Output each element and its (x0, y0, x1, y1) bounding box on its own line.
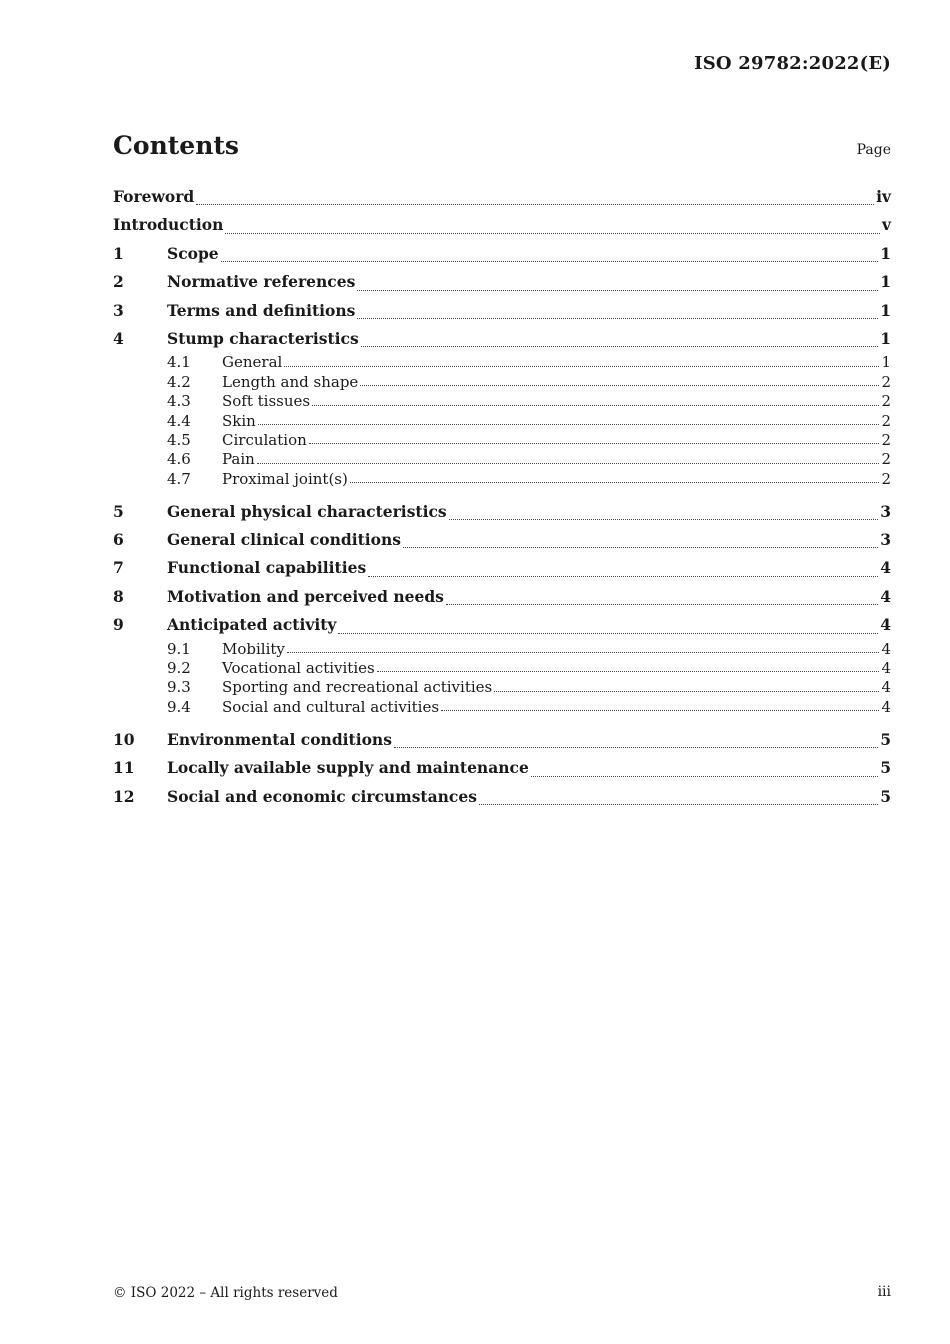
toc-entry-page: 4 (881, 639, 891, 658)
toc-entry-6[interactable] (113, 526, 891, 554)
toc-entry-title: Motivation and perceived needs (167, 586, 444, 606)
toc-entry-title: Circulation (222, 430, 307, 449)
dot-leader (357, 290, 878, 291)
page-title: Contents (113, 131, 240, 160)
dot-leader (360, 385, 879, 386)
toc-entry-title: Terms and definitions (167, 300, 356, 320)
dot-leader (394, 747, 878, 748)
toc-entry-12[interactable] (113, 783, 891, 811)
toc-entry-number: 9 (113, 615, 124, 635)
page-number: iii (877, 1284, 891, 1300)
toc-entry-title: Pain (222, 450, 255, 469)
toc-entry-9[interactable] (113, 611, 891, 639)
toc-entry-page: 5 (880, 758, 891, 778)
toc-entry-3[interactable] (113, 297, 891, 325)
dot-leader (287, 652, 880, 653)
toc-entry-11[interactable] (113, 754, 891, 782)
toc-entry-number: 4.3 (167, 392, 191, 411)
toc-entry-4[interactable] (113, 325, 891, 353)
toc-entry-page: 1 (880, 272, 891, 292)
toc-entry-page: 1 (880, 300, 891, 320)
dot-leader (196, 204, 874, 205)
dot-leader (494, 691, 879, 692)
toc-entry-9-3[interactable] (113, 678, 891, 697)
dot-leader (338, 633, 878, 634)
dot-leader (221, 261, 879, 262)
toc-entry-title: Skin (222, 411, 256, 430)
toc-entry-number: 4.2 (167, 372, 191, 391)
toc-entry-number: 12 (113, 786, 135, 806)
toc-entry-page: 4 (881, 659, 891, 678)
copyright-notice: © ISO 2022 – All rights reserved (113, 1285, 338, 1301)
dot-leader (361, 346, 879, 347)
toc-entry-page: iv (876, 187, 891, 206)
toc-entry-number: 7 (113, 558, 124, 578)
dot-leader (258, 424, 880, 425)
toc-entry-title: Stump characteristics (167, 328, 359, 348)
toc-entry-title: Proximal joint(s) (222, 469, 348, 488)
toc-entry-number: 9.2 (167, 659, 191, 678)
toc-entry-title: Soft tissues (222, 392, 311, 411)
toc-entry-9-2[interactable] (113, 659, 891, 678)
toc-entry-page: 4 (881, 697, 891, 716)
toc-entry-number: 4.4 (167, 411, 191, 430)
toc-entry-1[interactable] (113, 240, 891, 268)
toc-entry-number: 9.3 (167, 678, 191, 697)
toc-entry-4-5[interactable] (113, 431, 891, 450)
toc-entry-9-4[interactable] (113, 698, 891, 717)
toc-entry-title: Social and cultural activities (222, 697, 440, 716)
toc-entry-title: Normative references (167, 272, 356, 292)
toc-entry-number: 4.7 (167, 469, 191, 488)
toc-entry-page: 4 (880, 558, 891, 578)
dot-leader (479, 804, 878, 805)
toc-entry-title: Environmental conditions (167, 729, 392, 749)
dot-leader (312, 405, 879, 406)
toc-entry-title: Anticipated activity (167, 615, 337, 635)
toc-entry-page: 2 (881, 430, 891, 449)
toc-entry-foreword[interactable] (113, 183, 891, 211)
toc-entry-title: Locally available supply and maintenance (167, 758, 529, 778)
toc-entry-title: General clinical conditions (167, 530, 402, 550)
toc-entry-7[interactable] (113, 554, 891, 582)
toc-entry-number: 4 (113, 328, 124, 348)
dot-leader (357, 318, 878, 319)
toc-entry-page: 1 (881, 353, 891, 372)
toc-entry-title: Scope (167, 243, 219, 263)
toc-entry-introduction[interactable] (113, 211, 891, 239)
toc-entry-title: General physical characteristics (167, 501, 447, 521)
toc-entry-page: v (881, 215, 891, 235)
toc-entry-title: Foreword (113, 187, 195, 206)
toc-entry-page: 2 (881, 392, 891, 411)
toc-entry-2[interactable] (113, 268, 891, 296)
toc-entry-title: Length and shape (222, 372, 359, 391)
dot-leader (350, 482, 880, 483)
dot-leader (531, 776, 878, 777)
dot-leader (449, 519, 879, 520)
dot-leader (284, 366, 879, 367)
dot-leader (225, 233, 880, 234)
toc-entry-page: 4 (880, 615, 891, 635)
toc-entry-title: Introduction (113, 215, 224, 235)
toc-entry-page: 2 (881, 450, 891, 469)
toc-entry-number: 11 (113, 758, 135, 778)
table-of-contents (113, 183, 891, 811)
toc-entry-number: 4.1 (167, 353, 191, 372)
toc-entry-page: 2 (881, 411, 891, 430)
toc-entry-number: 4.5 (167, 430, 191, 449)
dot-leader (403, 547, 878, 548)
toc-entry-10[interactable] (113, 726, 891, 754)
toc-entry-title: General (222, 353, 283, 372)
dot-leader (377, 671, 880, 672)
toc-entry-9-1[interactable] (113, 640, 891, 659)
toc-entry-4-1[interactable] (113, 353, 891, 372)
toc-entry-number: 1 (113, 243, 124, 263)
toc-entry-number: 3 (113, 300, 124, 320)
toc-entry-page: 4 (881, 678, 891, 697)
toc-entry-page: 4 (880, 586, 891, 606)
toc-entry-number: 10 (113, 729, 135, 749)
dot-leader (368, 576, 878, 577)
dot-leader (257, 463, 880, 464)
toc-entry-number: 4.6 (167, 450, 191, 469)
dot-leader (446, 604, 878, 605)
dot-leader (441, 710, 879, 711)
toc-entry-page: 5 (880, 786, 891, 806)
dot-leader (309, 443, 880, 444)
toc-entry-number: 2 (113, 272, 124, 292)
toc-entry-title: Vocational activities (222, 659, 375, 678)
toc-entry-number: 8 (113, 586, 124, 606)
toc-entry-title: Functional capabilities (167, 558, 367, 578)
toc-entry-number: 9.4 (167, 697, 191, 716)
toc-entry-title: Mobility (222, 639, 285, 658)
toc-entry-page: 2 (881, 469, 891, 488)
page-column-label: Page (856, 142, 891, 158)
toc-entry-4-6[interactable] (113, 450, 891, 469)
toc-entry-4-7[interactable] (113, 470, 891, 489)
toc-entry-number: 6 (113, 530, 124, 550)
toc-entry-page: 3 (880, 530, 891, 550)
toc-entry-page: 2 (881, 372, 891, 391)
toc-entry-number: 5 (113, 501, 124, 521)
toc-entry-4-4[interactable] (113, 412, 891, 431)
toc-entry-title: Social and economic circumstances (167, 786, 477, 806)
toc-entry-4-3[interactable] (113, 392, 891, 411)
toc-entry-title: Sporting and recreational activities (222, 678, 493, 697)
toc-entry-page: 1 (880, 243, 891, 263)
toc-entry-page: 3 (880, 501, 891, 521)
toc-entry-page: 1 (880, 328, 891, 348)
document-id: ISO 29782:2022(E) (694, 53, 891, 74)
toc-entry-page: 5 (880, 729, 891, 749)
toc-entry-8[interactable] (113, 583, 891, 611)
toc-entry-number: 9.1 (167, 639, 191, 658)
toc-entry-5[interactable] (113, 498, 891, 526)
toc-entry-4-2[interactable] (113, 373, 891, 392)
